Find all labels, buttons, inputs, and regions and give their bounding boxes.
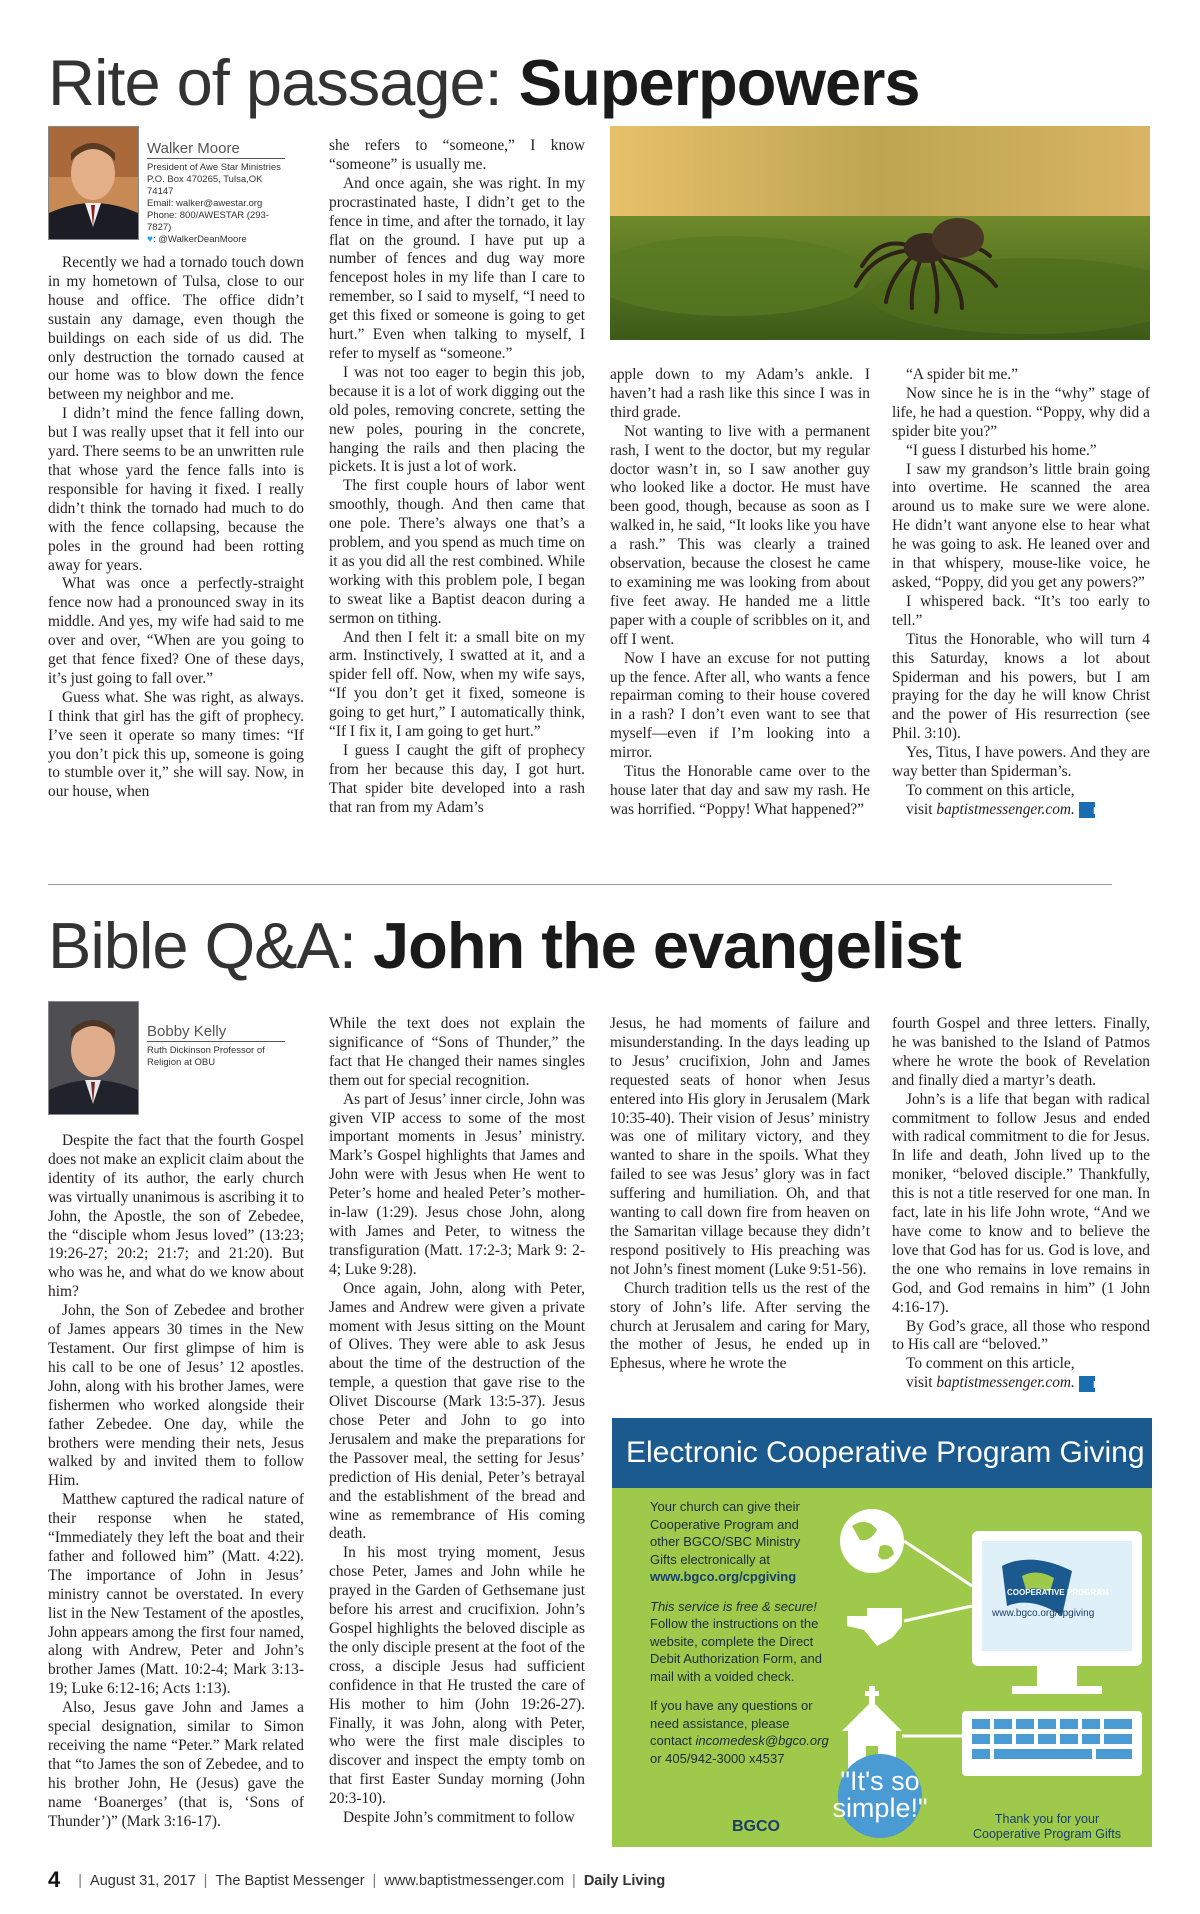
article2-column-3 bbox=[610, 1015, 870, 1374]
article2-col1-para-2: John, the Son of Zebedee and brother of James appears 30 times in the New Testament. Our first glimpse of him is his call to be one of Jesus’ 12 apostles. John, along with his brother James, were fishermen who worked alongside their father Zebedee. One day, while the brothers were mending their nets, Jesus walked by and invited them to follow Him. bbox=[48, 1302, 304, 1490]
article2-headline bbox=[48, 909, 961, 982]
author1-meta-3: Email: walker@awestar.org bbox=[147, 198, 263, 209]
ad-thanks: Thank you for your Cooperative Program Gifts bbox=[973, 1812, 1121, 1841]
article1-col2-para-5: And then I felt it: a small bite on my arm. Instinctively, I swatted at it, and a spider fell off. Now, when my wife says, “If you don’t get it fixed, someone is going to get hurt,” I automatically think, “If I fix it, I am going to get hurt.” bbox=[329, 628, 585, 741]
author2-info bbox=[147, 1023, 285, 1069]
article1-col1-para-3: What was once a perfectly-straight fence now had a pronounced sway in its middle. And yes, my wife had said to me over and over, “When are you going to get that fence fixed? One of these days, it’s just going to fall over.” bbox=[48, 575, 304, 687]
page-footer: 4 | August 31, 2017 | The Baptist Messenger | www.baptistmessenger.com | Daily Living bbox=[48, 1867, 666, 1892]
article1-col1-para-1: Recently we had a tornado touch down in my hometown of Tulsa, close to our house and office. The office didn’t sustain any damage, even though the buildings on each side of us did. The only destruction the tornado caused at our home was to blow down the fence between my neighbor and me. bbox=[48, 254, 304, 404]
article1-col4-para-3: “I guess I disturbed his home.” bbox=[906, 441, 1097, 459]
article1-col4-para-7: Yes, Titus, I have powers. And they are way better than Spiderman’s. bbox=[892, 744, 1150, 781]
author2-name: Bobby Kelly bbox=[147, 1023, 285, 1042]
article1-column-4 bbox=[892, 366, 1150, 820]
article2-col2-para-1: While the text does not explain the significance of “Sons of Thunder,” the fact that He changed their names singles them out for special recognition. bbox=[329, 1015, 585, 1089]
article2-title-bold: John the evangelist bbox=[372, 909, 961, 982]
article1-col2-para-4: The first couple hours of labor went smoothly, though. And then came that one pole. There’s always one that’s a problem, and you spend as much time on it as you did all the rest combined. While working with this problem pole, I began to sweat like a Baptist deacon during a sermon on tithing. bbox=[329, 477, 585, 627]
article2-column-2 bbox=[329, 1015, 585, 1828]
article2-comment-link[interactable]: baptistmessenger.com. bbox=[936, 1374, 1075, 1392]
ad-title-bar bbox=[612, 1418, 1152, 1488]
author1-info bbox=[147, 140, 285, 246]
twitter-icon: ♥ bbox=[147, 234, 153, 245]
article1-comment-line: To comment on this article, bbox=[906, 781, 1075, 799]
ad-text-1: Your church can give their Cooperative Program and other BGCO/SBC Ministry Gifts electronically at www.bgco.org/cpgiving bbox=[650, 1499, 801, 1584]
article2-col1-para-1: Despite the fact that the fourth Gospel does not make an explicit claim about the identity of its author, the early church was virtually unanimous is ascribing it to John, the Apostle, the son of Zebedee, the “disciple whom Jesus loved” (13:23; 19:26-27; 20:2; 21:7; and 21:20). But who was he, and what do we know about him? bbox=[48, 1132, 305, 1301]
ad-screen-title: COOPERATIVE PROGRAM bbox=[1007, 1588, 1109, 1597]
messenger-logo-icon: m bbox=[1079, 802, 1095, 818]
spider-photo bbox=[610, 126, 1150, 340]
ad-text-2: This service is free & secure! Follow the instructions on the website, complete the Direct Debit Authorization Form, and mail with a voided check. bbox=[650, 1598, 822, 1684]
ad-phone: or 405/942-3000 x4537 bbox=[650, 1750, 785, 1766]
article2-column-4 bbox=[892, 1015, 1150, 1393]
article1-col2-para-6: I guess I caught the gift of prophecy from her because this day, I got hurt. That spider bite developed into a rash that ran from my Adam’s bbox=[329, 742, 585, 816]
article2-comment-visit: visit baptistmessenger.com. m bbox=[906, 1374, 1105, 1392]
article1-title-bold: Superpowers bbox=[518, 46, 920, 119]
article1-col1-para-2: I didn’t mind the fence falling down, but I was really upset that it fell into our yard. There seems to be an unwritten rule that whose yard the fence falls into is responsible for having it fixed. I really didn’t think the tornado had much to do with the fence collapsing, because the poles in the ground had been rotting away for years. bbox=[48, 405, 304, 574]
author1-meta-5 bbox=[147, 234, 285, 246]
author2-photo bbox=[48, 1001, 139, 1115]
footer-site[interactable]: www.baptistmessenger.com bbox=[384, 1873, 565, 1889]
footer-section: Daily Living bbox=[583, 1873, 666, 1889]
article1-comment-link[interactable]: baptistmessenger.com. bbox=[936, 800, 1075, 818]
article2-title-light: Bible Q&A: bbox=[48, 909, 373, 982]
cooperative-program-ad[interactable] bbox=[612, 1418, 1152, 1847]
ad-text bbox=[650, 1498, 830, 1779]
article1-comment-visit: visit baptistmessenger.com. m bbox=[906, 800, 1105, 818]
article2-col1-para-3: Matthew captured the radical nature of their response when he stated, “Immediately they left the boat and their father and followed him” (Matt. 4:22). The importance of John in Jesus’ ministry cannot be overstated. In every list in the New Testament of the apostles, John appears among the first four named, along with Andrew, Peter and John’s brother James (Matt. 10:2-4; Mark 3:13-19; Luke 6:12-16; Acts 1:13). bbox=[48, 1491, 304, 1698]
article2-col2-para-4: In his most trying moment, Jesus chose Peter, James and John while he prayed in the Garden of Gethsemane just before his arrest and crucifixion. John’s Gospel highlights the beloved disciple as the only disciple present at the foot of the cross, a disciple Jesus had sufficient confidence in that He trusted the care of His mother to him (John 19:26-27). Finally, it was John, along with Peter, who were the first male disciples to discover and inspect the empty tomb on that first Easter Sunday morning (John 20:3-10). bbox=[329, 1544, 585, 1808]
article1-col4-para-1: “A spider bit me.” bbox=[906, 366, 1018, 383]
article1-title-light: Rite of passage: bbox=[48, 46, 519, 119]
article1-col2-para-2: And once again, she was right. In my procrastinated haste, I didn’t get to the fence in time, and after the tornado, it lay flat on the ground. I have put up a number of fences and dug way more fencepost holes in my life than I care to remember, so I said to myself, “I need to get this fixed or someone is going to get hurt.” Even when talking to myself, I refer to myself as “someone.” bbox=[329, 174, 585, 362]
article1-col3-para-4: Titus the Honorable came over to the house later that day and saw my rash. He was horrified. “Poppy! What happened?” bbox=[610, 763, 870, 818]
footer-paper: The Baptist Messenger bbox=[215, 1873, 365, 1889]
article1-column-2 bbox=[329, 137, 585, 818]
article1-col3-para-2: Not wanting to live with a permanent rash, I went to the doctor, but my regular doctor wasn’t in, so I saw another guy who looked like a doctor. He must have been good, though, because as soon as I walked in, he said, “It looks like you have a rash.” This was clearly a trained observation, because the closest he came to examining me was looking from about five feet away. He handed me a little paper with a couple of scribbles on it, and off I went. bbox=[610, 422, 870, 648]
article1-col4-para-4: I saw my grandson’s little brain going into overtime. He scanned the area around us to make sure we were alone. He didn’t want anyone else to hear what he was going to ask. He leaned over and in that whispery, mouse-like voice, he asked, “Poppy, did you get any powers?” bbox=[892, 460, 1150, 591]
article2-col4-para-1: fourth Gospel and three letters. Finally, he was banished to the Island of Patmos where he wrote the book of Revelation and finally died a martyr’s death. bbox=[892, 1015, 1150, 1089]
article-divider bbox=[48, 884, 1112, 885]
author1-meta-1: President of Awe Star Ministries bbox=[147, 162, 281, 173]
ad-title: Electronic Cooperative Program Giving bbox=[626, 1436, 1145, 1469]
article2-col4-para-3: By God’s grace, all those who respond to His call are “beloved.” bbox=[892, 1317, 1150, 1354]
ad-screen-url: www.bgco.org/cpgiving bbox=[992, 1608, 1095, 1619]
footer-date: August 31, 2017 bbox=[90, 1873, 196, 1889]
article1-column-1 bbox=[48, 254, 304, 802]
ad-url-link[interactable]: www.bgco.org/cpgiving bbox=[650, 1569, 797, 1584]
messenger-logo-icon: m bbox=[1079, 1376, 1095, 1392]
author1-photo bbox=[48, 126, 139, 240]
author1-twitter: : @WalkerDeanMoore bbox=[152, 234, 247, 245]
oklahoma-map-icon bbox=[847, 1608, 902, 1646]
article2-col2-para-3: Once again, John, along with Peter, James and Andrew were given a private moment with Jesus sitting on the Mount of Olives. They were able to ask Jesus about the time of the destruction of the temple, a question that gave rise to the Olivet Discourse (Mark 13:5-37). Jesus chose Peter and John to go into Jerusalem and make the preparations for the Passover meal, the setting for Jesus’ prediction of His denial, Peter’s betrayal and the establishment of the bread and wine as remembrance of His coming death. bbox=[329, 1279, 585, 1543]
globe-icon bbox=[840, 1509, 904, 1573]
article2-col1-para-4: Also, Jesus gave John and James a special designation, similar to Simon receiving the name “Peter.” Mark related that “to James the son of Zebedee, and to his brother John, He (Jesus) gave the name ‘Boanerges’ (that is, ‘Sons of Thunder’)” (Mark 3:16-17). bbox=[48, 1699, 304, 1830]
page-number: 4 bbox=[48, 1867, 61, 1892]
author2-meta-2: Religion at OBU bbox=[147, 1057, 216, 1068]
article1-column-3 bbox=[610, 366, 870, 820]
article1-col2-para-1: she refers to “someone,” I know “someone” is usually me. bbox=[329, 137, 585, 173]
article1-col3-para-3: Now I have an excuse for not putting up the fence. After all, who wants a fence repairman coming to their house covered in a rash? I don’t even want to see that myself—even if I’m looking into a mirror. bbox=[610, 649, 870, 762]
article2-col4-para-2: John’s is a life that began with radical commitment to follow Jesus and ended with radical commitment to die for Jesus. In life and death, John lived up to the moniker, “beloved disciple.” Thankfully, this is not a title reserved for one man. In fact, late in his life John wrote, “And we have come to know and to believe the love that God has for us. God is love, and the one who remains in love remains in God, and God remains in him” (1 John 4:16-17). bbox=[892, 1090, 1150, 1316]
author1-name: Walker Moore bbox=[147, 140, 285, 159]
article2-col3-para-1: Jesus, he had moments of failure and misunderstanding. In the days leading up to Jesus’ crucifixion, John and James requested seats of honor when Jesus entered into His glory in Jerusalem (Mark 10:35-40). Their vision of Jesus’ ministry was one of military victory, and they wanted to share in the spoils. What they failed to see was Jesus’ glory was in fact suffering and humiliation. Oh, and that wanting to call down fire from heaven on the Samaritan village because they didn’t respond positively to His preaching was not John’s finest moment (Luke 9:51-56). bbox=[610, 1015, 870, 1278]
author1-meta-4: Phone: 800/AWESTAR (293-7827) bbox=[147, 210, 269, 233]
article2-col3-para-2: Church tradition tells us the rest of the story of John’s life. After serving the church at Jerusalem and caring for Mary, the mother of Jesus, he ended up in Ephesus, where he wrote the bbox=[610, 1279, 870, 1373]
article1-col1-para-4: Guess what. She was right, as always. I think that girl has the gift of prophecy. I’ve seen it operate so many times: “If you don’t pick this up, someone is going to stumble over it,” she will say. Now, in our house, when bbox=[48, 688, 304, 801]
ad-bgco-logo: BGCO bbox=[732, 1818, 780, 1835]
article2-col2-para-5: Despite John’s commitment to follow bbox=[343, 1809, 575, 1827]
author1-meta-2: P.O. Box 470265, Tulsa,OK 74147 bbox=[147, 174, 263, 197]
article2-column-1 bbox=[48, 1132, 304, 1832]
author2-meta-1: Ruth Dickinson Professor of bbox=[147, 1045, 265, 1056]
article1-col4-para-5: I whispered back. “It’s too early to tell.” bbox=[892, 592, 1150, 629]
article1-col4-para-6: Titus the Honorable, who will turn 4 this Saturday, knows a lot about Spiderman and his powers, but I am praying for the day he will know Christ and the power of His resurrection (see Phil. 3:10). bbox=[892, 630, 1150, 743]
article2-comment-line: To comment on this article, bbox=[906, 1355, 1075, 1373]
ad-email[interactable]: incomedesk@bgco.org bbox=[695, 1733, 829, 1748]
article1-col4-para-2: Now since he is in the “why” stage of life, he had a question. “Poppy, why did a spider bite you?” bbox=[892, 384, 1150, 440]
ad-simple-slogan: "It's so simple!" bbox=[832, 1766, 928, 1823]
article2-col2-para-2: As part of Jesus’ inner circle, John was given VIP access to some of the most important moments in Jesus’ ministry. Mark’s Gospel highlights that James and John were with Jesus when He went to Peter’s home and healed Peter’s mother-in-law (1:29). Jesus chose John, along with James and Peter, to witness the transfiguration (Matt. 17:2-3; Mark 9: 2-4; Luke 9:28). bbox=[329, 1090, 585, 1278]
article1-col3-para-1: apple down to my Adam’s ankle. I haven’t had a rash like this since I was in third grade. bbox=[610, 366, 870, 421]
ad-text-3: If you have any questions or need assistance, please contact incomedesk@bgco.org or 405/942-3000 x4537 bbox=[650, 1698, 829, 1766]
article1-headline bbox=[48, 46, 920, 119]
article1-col2-para-3: I was not too eager to begin this job, because it is a lot of work digging out the old poles, removing concrete, setting the new poles, pouring in the concrete, hanging the rails and then placing the pickets. It is just a lot of work. bbox=[329, 363, 585, 476]
